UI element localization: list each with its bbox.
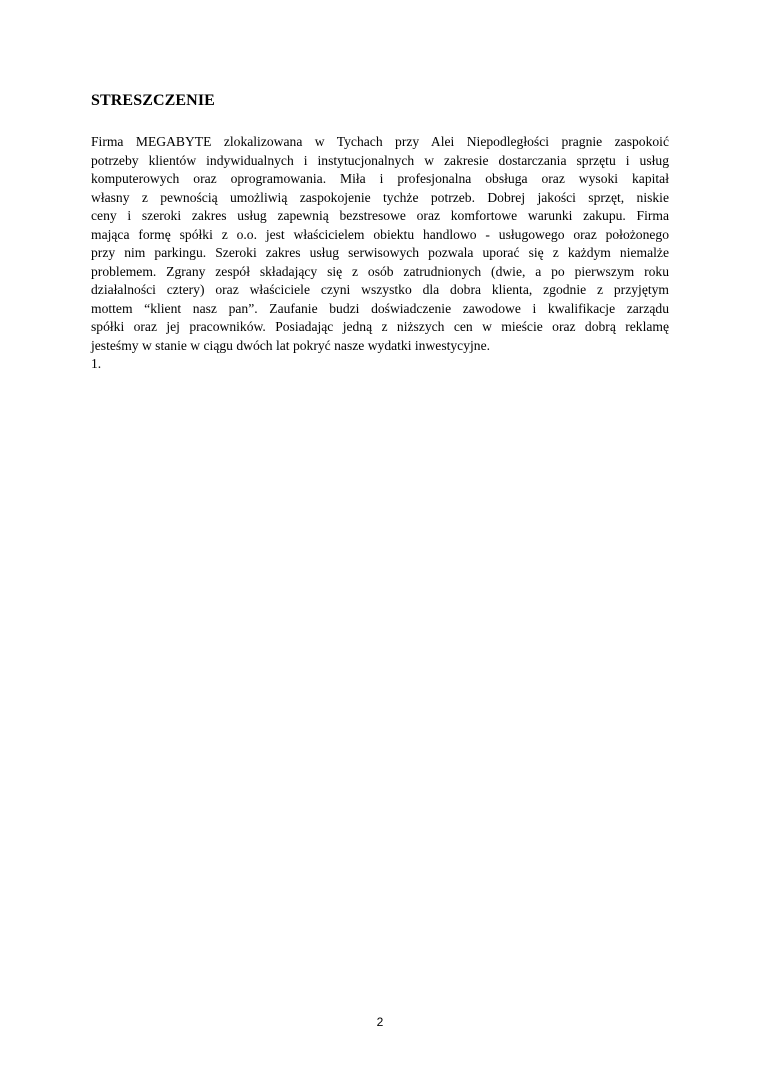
paragraph-line: komputerowych oraz oprogramowania. Miła i profesjonalna obsługa oraz wysoki kapitał <box>91 171 669 186</box>
paragraph-line: mająca formę spółki z o.o. jest właścicielem obiektu handlowo - usługowego oraz położonego <box>91 226 669 242</box>
paragraph-line: działalności cztery) oraz właściciele czyni wszystko dla dobra klienta, zgodnie z przyjętym <box>91 282 669 297</box>
paragraph-line: mottem “klient nasz pan”. Zaufanie budzi doświadczenie zawodowe i kwalifikacje zarządu <box>91 300 669 316</box>
paragraph-line: Firma MEGABYTE zlokalizowana w Tychach przy Alei Niepodległości pragnie zaspokoić <box>91 134 669 149</box>
paragraph-line: problemem. Zgrany zespół składający się z osób zatrudnionych (dwie, a po pierwszym roku <box>91 263 669 279</box>
paragraph-line: potrzeby klientów indywidualnych i instytucjonalnych w zakresie dostarczania sprzętu i usług <box>91 152 669 168</box>
paragraph-line: własny z pewnością umożliwią zaspokojenie tychże potrzeb. Dobrej jakości sprzęt, niskie <box>91 189 669 205</box>
list-number: 1. <box>91 356 102 371</box>
summary-paragraph <box>91 133 669 374</box>
paragraph-line: ceny i szeroki zakres usług zapewnią bezstresowe oraz komfortowe warunki zakupu. Firma <box>91 208 669 223</box>
page-number: 2 <box>376 1015 384 1029</box>
paragraph-line: jesteśmy w stanie w ciągu dwóch lat pokryć nasze wydatki inwestycyjne. <box>91 337 491 353</box>
paragraph-line: spółki oraz jej pracowników. Posiadając jedną z niższych cen w mieście oraz dobrą reklamę <box>91 319 669 334</box>
paragraph-line: przy nim parkingu. Szeroki zakres usług serwisowych pozwala uporać się z każdym niemalże <box>91 245 669 260</box>
section-heading: STRESZCZENIE <box>91 92 215 109</box>
